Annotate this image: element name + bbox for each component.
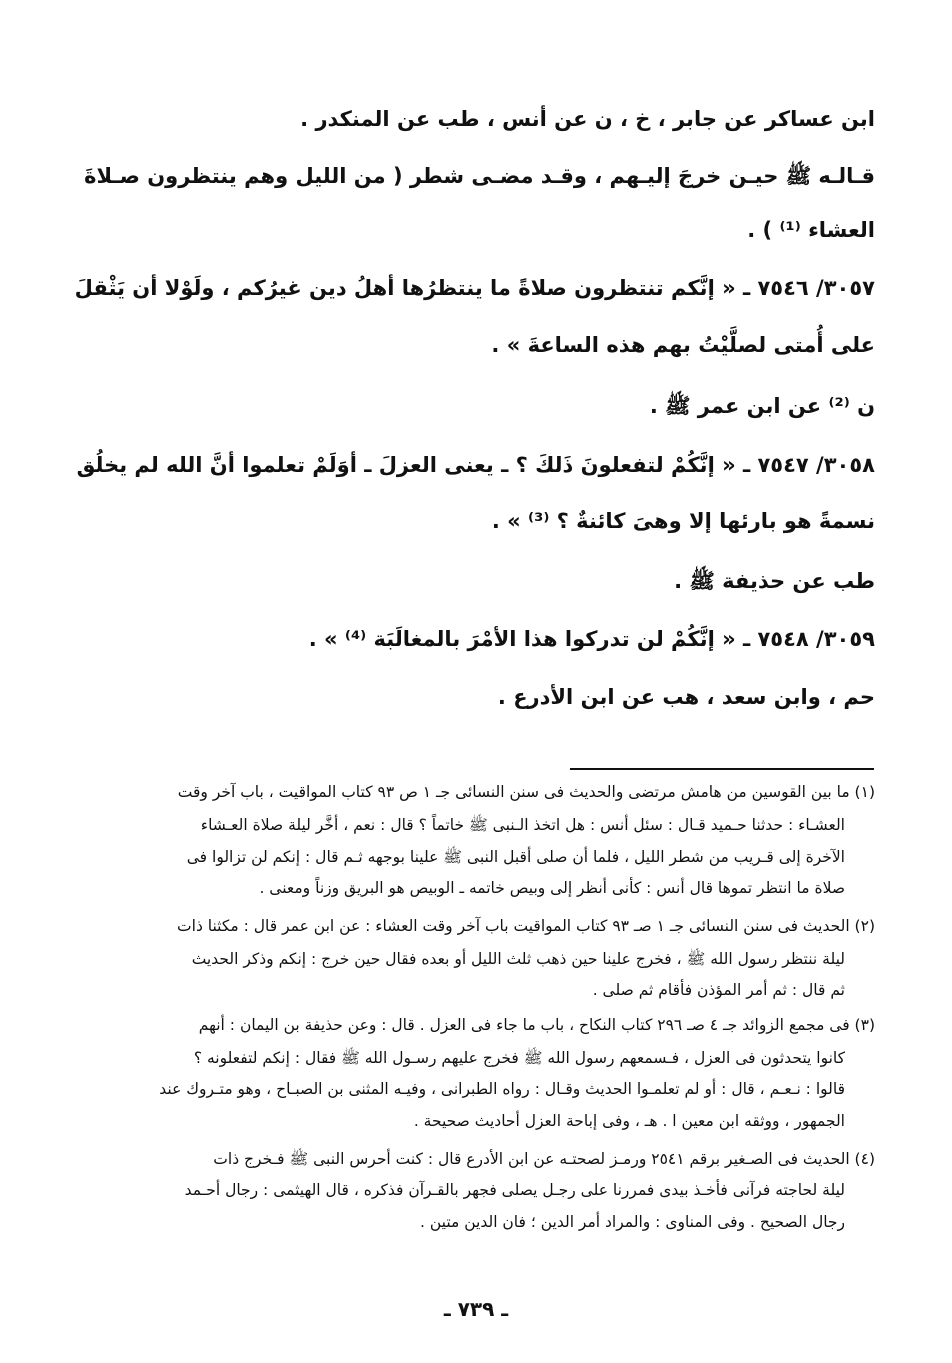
text-line: ابن عساكر عن جابر ، خ ، ن عن أنس ، طب عن المنكدر . [300,107,875,131]
footnote-line: (٣) فى مجمع الزوائد جـ ٤ صـ ٢٩٦ كتاب النكاح ، باب ما جاء فى العزل . قال : وعن حذيفة بن اليمان : أنهم [198,1016,875,1034]
footnote-line: كانوا يتحدثون فى العزل ، فـسمعهم رسول الله ﷺ فخرج عليهم رسـول الله ﷺ فقال : إنكم لتفعلونه ؟ [193,1049,845,1067]
hadith-line: على أُمتى لصلَّيْتُ بهم هذه الساعةَ » . [491,333,875,357]
footnote-line: رجال الصحيح . وفى المناوى : والمراد أمر الدين ؛ فان الدين متين . [419,1213,845,1231]
footnote-line: الجمهور ، ووثقه ابن معين ا . هـ ، وفى إباحة العزل أحاديث صحيحة . [413,1112,845,1130]
footnote-line: ثم قال : ثم أمر المؤذن فأقام ثم صلى . [592,981,845,999]
source-line: طب عن حذيفة ﷺ . [674,569,875,593]
footnote-line: ليلة لحاجته فرآنى فأخـذ بيدى فمررنا على رجـل يصلى فجهر بالقـرآن فذكره ، قال الهيثمى : رجال أحـمد [184,1181,845,1199]
page-number: ـ ٧٣٩ ـ [443,1297,509,1321]
source-line: ن ⁽²⁾ عن ابن عمر ﷺ . [649,394,875,418]
hadith-line: نسمةً هو بارئها إلا وهىَ كائنةٌ ؟ ⁽³⁾ » . [491,509,875,533]
hadith-line: ٣٠٥٧/ ٧٥٤٦ ـ « إنَّكم تنتظرون صلاةً ما ينتظرُها أهلُ دين غيرُكم ، ولَوْلا أن يَثْقلَ [74,276,875,300]
hadith-line: ٣٠٥٩/ ٧٥٤٨ ـ « إنَّكُمْ لن تدركوا هذا الأمْرَ بالمغالَبَة ⁽⁴⁾ » . [308,627,875,651]
footnote-line: (٢) الحديث فى سنن النسائى جـ ١ صـ ٩٣ كتاب المواقيت باب آخر وقت العشاء : عن ابن عمر قال : مكثنا ذات [177,917,875,935]
hadith-line: ٣٠٥٨/ ٧٥٤٧ ـ « إنَّكُمْ لتفعلونَ ذَلكَ ؟ ـ يعنى العزلَ ـ أوَلَمْ تعلموا أنَّ الله لم يخلُق [76,453,875,477]
footnote-line: العشـاء : حدثنا حـميد قـال : سئل أنس : هل اتخذ الـنبى ﷺ خاتماً ؟ قال : نعم ، أخَّر ليلة صلاة العـشاء [200,816,845,834]
footnote-line: (١) ما بين القوسين من هامش مرتضى والحديث فى سنن النسائى جـ ١ ص ٩٣ كتاب المواقيت ، باب آخر وقت [177,783,875,801]
footnote-line: قالوا : نـعـم ، قال : أو لم تعلمـوا الحديث وقـال : رواه الطبرانى ، وفيـه المثنى بن الصبـاح ، وهو متـروك عند [159,1080,845,1098]
footnote-separator [570,768,874,770]
footnote-line: ليلة ننتظر رسول الله ﷺ ، فخرج علينا حين ذهب ثلث الليل أو بعده فقال حين خرج : إنكم وذكر الحديث [191,950,845,968]
text-line: قـالـه ﷺ حيـن خرجَ إليـهم ، وقـد مضـى شطر ( من الليل وهم ينتظرون صـلاةَ [84,164,875,188]
text-line: العشاء ⁽¹⁾ ) . [747,218,875,242]
source-line: حم ، وابن سعد ، هب عن ابن الأدرع . [497,685,875,709]
footnote-line: (٤) الحديث فى الصـغير برقم ٢٥٤١ ورمـز لصحتـه عن ابن الأدرع قال : كنت أحرس النبى ﷺ فـخرج ذات [213,1150,875,1168]
footnote-line: الآخرة إلى قـريب من شطر الليل ، فلما أن صلى أقبل النبى ﷺ علينا بوجهه ثـم قال : إنكم لن تزالوا فى [186,848,845,866]
footnote-line: صلاة ما انتظر تموها قال أنس : كأنى أنظر إلى وبيص خاتمه ـ الوبيص هو البريق وزناً ومعنى . [259,879,845,897]
